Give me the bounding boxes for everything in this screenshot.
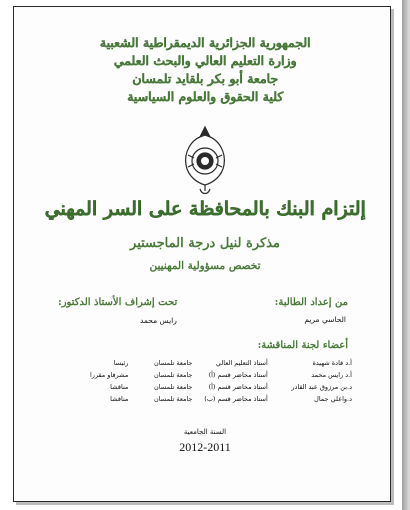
jury-member-name: د.بن مرزوق عبد القادر [291,383,352,391]
header-line-republic: الجمهورية الجزائرية الديمقراطية الشعبية [99,35,311,50]
jury-member-university: جامعة تلمسان [154,359,193,367]
specialty-line: تخصص مسؤولية المهنيين [149,260,261,272]
header-line-faculty: كلية الحقوق والعلوم السياسية [126,89,284,104]
jury-table [70,357,354,405]
academic-year-value: 2012-2011 [179,440,231,454]
table-row [70,357,354,369]
prepared-by-label: من إعداد الطالبة: [274,297,348,308]
jury-member-role: مناقشا [110,383,129,391]
header-line-ministry: وزارة التعليم العالي والبحث العلمي [113,53,297,68]
jury-member-role: رئيسا [113,359,129,367]
university-seal-icon [180,125,230,197]
jury-member-university: جامعة تلمسان [154,371,193,379]
jury-member-role: مشرفاو مقررا [89,371,129,379]
jury-member-university: جامعة تلمسان [154,383,193,391]
jury-member-rank: أستاذ محاضر قسم (ب) [204,395,268,403]
header-line-university: جامعة أبو بكر بلقايد تلمسان [132,71,278,86]
jury-member-role: مناقشا [110,395,129,403]
jury-member-rank: أستاذ التعليم العالي [215,359,268,367]
degree-subtitle: مذكرة لنيل درجة الماجستير [130,236,280,251]
jury-member-name: د.واعلي جمال [314,395,352,403]
jury-label: أعضاء لجنة المناقشة: [257,340,348,351]
jury-member-name: أ.د قادة شهيدة [312,359,352,367]
jury-member-rank: أستاذ محاضر قسم (أ) [208,371,268,379]
student-name: الحاسي مريم [304,315,346,324]
institution-header [30,34,380,106]
jury-member-name: أ.د رايس محمد [311,371,352,379]
supervisor-label: تحت إشراف الأستاذ الدكتور: [58,297,178,308]
jury-member-university: جامعة تلمسان [154,395,193,403]
table-row [70,369,354,381]
thesis-title: إلتزام البنك بالمحافظة على السر المهني [44,198,366,220]
jury-member-rank: أستاذ محاضر قسم (أ) [208,383,268,391]
table-row [70,381,354,393]
academic-year-label: السنة الجامعية [183,428,227,436]
table-row [70,393,354,405]
supervisor-name: رايس محمد [140,316,177,325]
